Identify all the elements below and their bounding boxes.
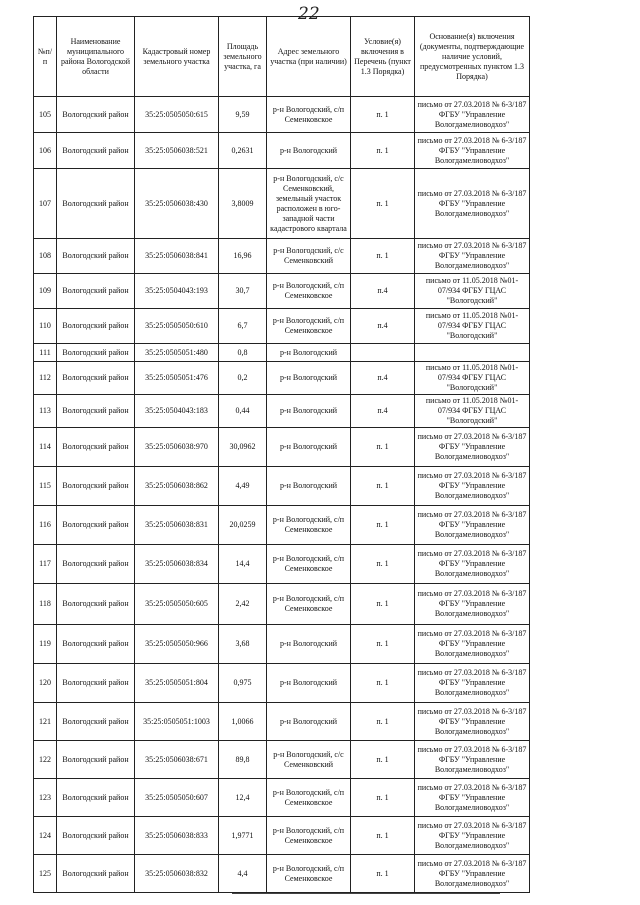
cell-cadastral: 35:25:0506038:841 xyxy=(135,239,219,274)
table-header-row xyxy=(34,17,530,97)
cell-condition: п. 1 xyxy=(351,506,415,545)
table-row xyxy=(34,741,530,779)
cell-condition: п. 1 xyxy=(351,239,415,274)
cell-basis: письмо от 27.03.2018 № 6-3/187 ФГБУ "Управление Вологдамелиоводхоз" xyxy=(415,703,530,741)
cell-area: 9,59 xyxy=(219,97,267,133)
cell-address: р-н Вологодский xyxy=(267,703,351,741)
table-row xyxy=(34,428,530,467)
cell-area: 4,4 xyxy=(219,855,267,893)
cell-num: 125 xyxy=(34,855,57,893)
cell-district: Вологодский район xyxy=(57,625,135,664)
table-row xyxy=(34,664,530,703)
cell-condition: п. 1 xyxy=(351,169,415,239)
cell-cadastral: 35:25:0506038:521 xyxy=(135,133,219,169)
table-row xyxy=(34,239,530,274)
cell-area: 1,0066 xyxy=(219,703,267,741)
table-row xyxy=(34,817,530,855)
cell-cadastral: 35:25:0504043:183 xyxy=(135,395,219,428)
cell-condition: п. 1 xyxy=(351,428,415,467)
table-row xyxy=(34,395,530,428)
table-row xyxy=(34,344,530,362)
cell-condition: п. 1 xyxy=(351,664,415,703)
cell-condition xyxy=(351,344,415,362)
cell-area: 0,2631 xyxy=(219,133,267,169)
cell-area: 89,8 xyxy=(219,741,267,779)
cell-num: 110 xyxy=(34,309,57,344)
cell-district: Вологодский район xyxy=(57,97,135,133)
cell-area: 12,4 xyxy=(219,779,267,817)
header-area: Площадь земельного участка, га xyxy=(219,17,267,97)
cell-address: р-н Вологодский, с/п Семенковское xyxy=(267,309,351,344)
cell-area: 30,7 xyxy=(219,274,267,309)
table-row xyxy=(34,133,530,169)
cell-condition: п. 1 xyxy=(351,817,415,855)
cell-address: р-н Вологодский, с/п Семенковское xyxy=(267,545,351,584)
cell-address: р-н Вологодский xyxy=(267,344,351,362)
table-row xyxy=(34,545,530,584)
cell-condition: п. 1 xyxy=(351,625,415,664)
header-address: Адрес земельного участка (при наличии) xyxy=(267,17,351,97)
cell-area: 2,42 xyxy=(219,584,267,625)
cell-address: р-н Вологодский, с/п Семенковское xyxy=(267,274,351,309)
cell-cadastral: 35:25:0506038:970 xyxy=(135,428,219,467)
cell-cadastral: 35:25:0505050:966 xyxy=(135,625,219,664)
cell-condition: п. 1 xyxy=(351,133,415,169)
cell-address: р-н Вологодский xyxy=(267,428,351,467)
cell-cadastral: 35:25:0506038:833 xyxy=(135,817,219,855)
cell-area: 3,8009 xyxy=(219,169,267,239)
land-plots-table xyxy=(33,16,530,893)
cell-cadastral: 35:25:0504043:193 xyxy=(135,274,219,309)
cell-condition: п.4 xyxy=(351,362,415,395)
cell-address: р-н Вологодский xyxy=(267,362,351,395)
cell-condition: п. 1 xyxy=(351,779,415,817)
cell-basis: письмо от 11.05.2018 №01-07/934 ФГБУ ГЦАС "Вологодский" xyxy=(415,395,530,428)
cell-district: Вологодский район xyxy=(57,855,135,893)
cell-basis: письмо от 27.03.2018 № 6-3/187 ФГБУ "Управление Вологдамелиоводхоз" xyxy=(415,506,530,545)
cell-basis: письмо от 27.03.2018 № 6-3/187 ФГБУ "Управление Вологдамелиоводхоз" xyxy=(415,97,530,133)
cell-area: 4,49 xyxy=(219,467,267,506)
cell-district: Вологодский район xyxy=(57,239,135,274)
cell-num: 105 xyxy=(34,97,57,133)
cell-district: Вологодский район xyxy=(57,309,135,344)
cell-num: 113 xyxy=(34,395,57,428)
table-row xyxy=(34,625,530,664)
cell-basis: письмо от 27.03.2018 № 6-3/187 ФГБУ "Управление Вологдамелиоводхоз" xyxy=(415,169,530,239)
header-basis: Основание(я) включения (документы, подтверждающие наличие условий, предусмотренных пунктом 1.3 Порядка) xyxy=(415,17,530,97)
cell-cadastral: 35:25:0506038:671 xyxy=(135,741,219,779)
cell-num: 114 xyxy=(34,428,57,467)
header-cadastral: Кадастровый номер земельного участка xyxy=(135,17,219,97)
cell-basis: письмо от 27.03.2018 № 6-3/187 ФГБУ "Управление Вологдамелиоводхоз" xyxy=(415,741,530,779)
header-district: Наименование муниципального района Вологодской области xyxy=(57,17,135,97)
page-number: 22 xyxy=(298,4,320,24)
cell-num: 107 xyxy=(34,169,57,239)
cell-basis: письмо от 27.03.2018 № 6-3/187 ФГБУ "Управление Вологдамелиоводхоз" xyxy=(415,239,530,274)
cell-district: Вологодский район xyxy=(57,362,135,395)
cell-district: Вологодский район xyxy=(57,664,135,703)
cell-basis: письмо от 11.05.2018 №01-07/934 ФГБУ ГЦАС "Вологодский" xyxy=(415,309,530,344)
table-row xyxy=(34,703,530,741)
cell-area: 14,4 xyxy=(219,545,267,584)
table-row xyxy=(34,362,530,395)
table-row xyxy=(34,309,530,344)
cell-address: р-н Вологодский, с/п Семенковское xyxy=(267,97,351,133)
cell-district: Вологодский район xyxy=(57,506,135,545)
table-row xyxy=(34,169,530,239)
cell-cadastral: 35:25:0506038:831 xyxy=(135,506,219,545)
cell-district: Вологодский район xyxy=(57,467,135,506)
cell-num: 118 xyxy=(34,584,57,625)
cell-cadastral: 35:25:0506038:430 xyxy=(135,169,219,239)
cell-cadastral: 35:25:0505050:605 xyxy=(135,584,219,625)
cell-condition: п.4 xyxy=(351,274,415,309)
cell-num: 106 xyxy=(34,133,57,169)
cell-cadastral: 35:25:0506038:862 xyxy=(135,467,219,506)
cell-condition: п. 1 xyxy=(351,584,415,625)
cell-cadastral: 35:25:0505050:615 xyxy=(135,97,219,133)
cell-district: Вологодский район xyxy=(57,169,135,239)
cell-cadastral: 35:25:0505051:480 xyxy=(135,344,219,362)
header-num: №п/п xyxy=(34,17,57,97)
cell-num: 123 xyxy=(34,779,57,817)
table-row xyxy=(34,506,530,545)
cell-area: 6,7 xyxy=(219,309,267,344)
cell-area: 0,975 xyxy=(219,664,267,703)
cell-district: Вологодский район xyxy=(57,741,135,779)
cell-basis: письмо от 27.03.2018 № 6-3/187 ФГБУ "Управление Вологдамелиоводхоз" xyxy=(415,817,530,855)
cell-address: р-н Вологодский xyxy=(267,467,351,506)
cell-address: р-н Вологодский, с/с Семенковский, земельный участок расположен в юго-западной части кадастрового квартала xyxy=(267,169,351,239)
table-row xyxy=(34,584,530,625)
cell-district: Вологодский район xyxy=(57,545,135,584)
cell-address: р-н Вологодский xyxy=(267,664,351,703)
cell-area: 16,96 xyxy=(219,239,267,274)
table-row xyxy=(34,855,530,893)
cell-district: Вологодский район xyxy=(57,703,135,741)
cell-area: 0,2 xyxy=(219,362,267,395)
cell-address: р-н Вологодский, с/п Семенковское xyxy=(267,817,351,855)
cell-cadastral: 35:25:0505051:476 xyxy=(135,362,219,395)
cell-basis: письмо от 11.05.2018 №01-07/934 ФГБУ ГЦАС "Вологодский" xyxy=(415,274,530,309)
cell-basis: письмо от 27.03.2018 № 6-3/187 ФГБУ "Управление Вологдамелиоводхоз" xyxy=(415,428,530,467)
cell-district: Вологодский район xyxy=(57,344,135,362)
cell-num: 117 xyxy=(34,545,57,584)
cell-address: р-н Вологодский, с/п Семенковское xyxy=(267,779,351,817)
cell-condition: п. 1 xyxy=(351,97,415,133)
cell-area: 1,9771 xyxy=(219,817,267,855)
header-condition: Условие(я) включения в Перечень (пункт 1.3 Порядка) xyxy=(351,17,415,97)
cell-district: Вологодский район xyxy=(57,274,135,309)
cell-address: р-н Вологодский, с/п Семенковское xyxy=(267,584,351,625)
cell-basis: письмо от 11.05.2018 №01-07/934 ФГБУ ГЦАС "Вологодский" xyxy=(415,362,530,395)
cell-area: 30,0962 xyxy=(219,428,267,467)
cell-condition: п.4 xyxy=(351,309,415,344)
table-row xyxy=(34,97,530,133)
cell-basis: письмо от 27.03.2018 № 6-3/187 ФГБУ "Управление Вологдамелиоводхоз" xyxy=(415,545,530,584)
cell-num: 119 xyxy=(34,625,57,664)
cell-num: 121 xyxy=(34,703,57,741)
cell-address: р-н Вологодский, с/п Семенковское xyxy=(267,855,351,893)
cell-cadastral: 35:25:0505050:610 xyxy=(135,309,219,344)
cell-basis: письмо от 27.03.2018 № 6-3/187 ФГБУ "Управление Вологдамелиоводхоз" xyxy=(415,584,530,625)
cell-cadastral: 35:25:0506038:832 xyxy=(135,855,219,893)
cell-num: 112 xyxy=(34,362,57,395)
cell-basis: письмо от 27.03.2018 № 6-3/187 ФГБУ "Управление Вологдамелиоводхоз" xyxy=(415,779,530,817)
cell-basis: письмо от 27.03.2018 № 6-3/187 ФГБУ "Управление Вологдамелиоводхоз" xyxy=(415,467,530,506)
cell-cadastral: 35:25:0505050:607 xyxy=(135,779,219,817)
cell-num: 122 xyxy=(34,741,57,779)
cell-basis: письмо от 27.03.2018 № 6-3/187 ФГБУ "Управление Вологдамелиоводхоз" xyxy=(415,625,530,664)
cell-district: Вологодский район xyxy=(57,428,135,467)
cell-area: 0,8 xyxy=(219,344,267,362)
cell-area: 0,44 xyxy=(219,395,267,428)
cell-address: р-н Вологодский, с/п Семенковское xyxy=(267,506,351,545)
bottom-rule xyxy=(232,893,500,894)
cell-area: 3,68 xyxy=(219,625,267,664)
cell-num: 120 xyxy=(34,664,57,703)
cell-condition: п. 1 xyxy=(351,741,415,779)
cell-cadastral: 35:25:0505051:1003 xyxy=(135,703,219,741)
cell-num: 108 xyxy=(34,239,57,274)
table-body xyxy=(34,97,530,893)
cell-district: Вологодский район xyxy=(57,779,135,817)
cell-address: р-н Вологодский xyxy=(267,625,351,664)
cell-condition: п. 1 xyxy=(351,703,415,741)
cell-address: р-н Вологодский, с/с Семенковский xyxy=(267,239,351,274)
cell-district: Вологодский район xyxy=(57,817,135,855)
cell-condition: п.4 xyxy=(351,395,415,428)
cell-num: 124 xyxy=(34,817,57,855)
cell-address: р-н Вологодский, с/с Семенковский xyxy=(267,741,351,779)
cell-num: 115 xyxy=(34,467,57,506)
cell-area: 20,0259 xyxy=(219,506,267,545)
table-row xyxy=(34,274,530,309)
table-row xyxy=(34,467,530,506)
cell-basis: письмо от 27.03.2018 № 6-3/187 ФГБУ "Управление Вологдамелиоводхоз" xyxy=(415,133,530,169)
cell-district: Вологодский район xyxy=(57,133,135,169)
cell-num: 116 xyxy=(34,506,57,545)
cell-cadastral: 35:25:0505051:804 xyxy=(135,664,219,703)
cell-district: Вологодский район xyxy=(57,395,135,428)
cell-district: Вологодский район xyxy=(57,584,135,625)
table-row xyxy=(34,779,530,817)
cell-basis: письмо от 27.03.2018 № 6-3/187 ФГБУ "Управление Вологдамелиоводхоз" xyxy=(415,664,530,703)
cell-condition: п. 1 xyxy=(351,545,415,584)
cell-num: 109 xyxy=(34,274,57,309)
cell-address: р-н Вологодский xyxy=(267,395,351,428)
cell-condition: п. 1 xyxy=(351,467,415,506)
cell-condition: п. 1 xyxy=(351,855,415,893)
cell-address: р-н Вологодский xyxy=(267,133,351,169)
cell-num: 111 xyxy=(34,344,57,362)
cell-basis: письмо от 27.03.2018 № 6-3/187 ФГБУ "Управление Вологдамелиоводхоз" xyxy=(415,855,530,893)
cell-cadastral: 35:25:0506038:834 xyxy=(135,545,219,584)
cell-basis xyxy=(415,344,530,362)
